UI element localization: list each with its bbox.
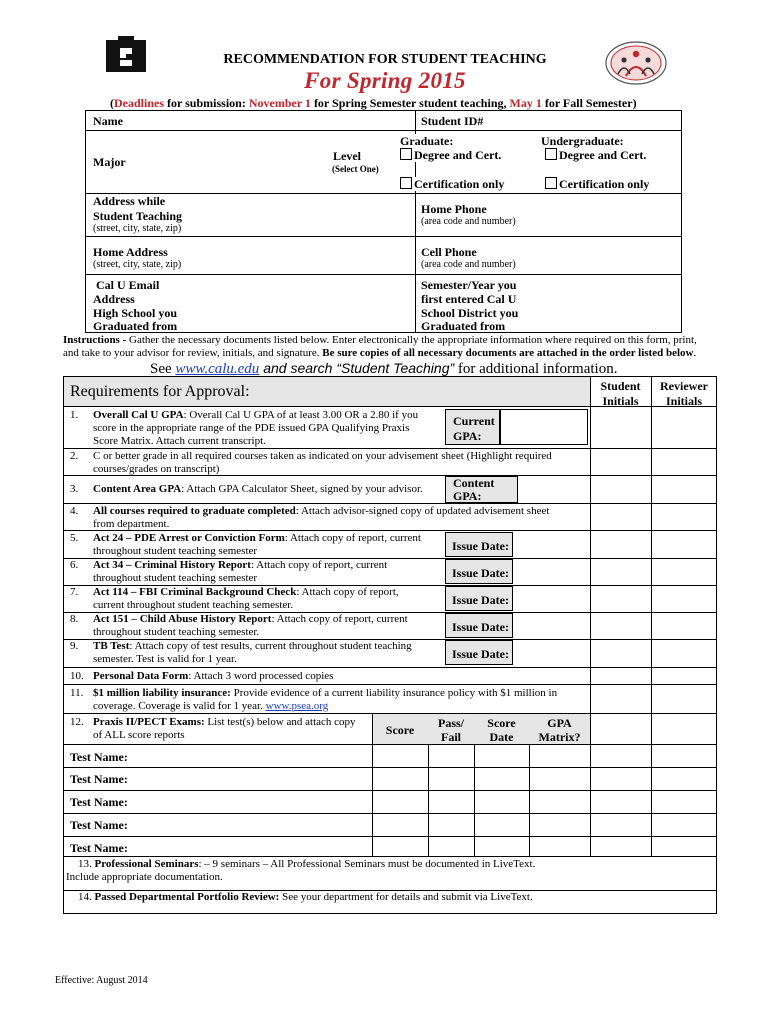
issue-date-9-field[interactable] <box>513 640 588 665</box>
issue-date-8-label: Issue Date: <box>452 620 509 634</box>
calu-website-link[interactable]: www.calu.edu <box>175 361 260 377</box>
address-student-teaching-label-2: Student Teaching <box>93 209 183 223</box>
test-name-field-1[interactable] <box>140 746 370 766</box>
grad-degree-text: Degree and Cert. <box>414 148 502 162</box>
grad-degree-checkbox[interactable] <box>400 148 412 160</box>
deadlines-paren: ( <box>110 96 114 110</box>
req-2-line2: courses/grades on transcript) <box>93 463 220 475</box>
issue-date-5-field[interactable] <box>513 532 588 557</box>
req-1-line2: score in the appropriate range of the PDE issued GPA Qualifying Praxis <box>93 422 410 434</box>
score-header: Score <box>385 723 415 737</box>
grad-cert-checkbox[interactable] <box>400 177 412 189</box>
high-school-label-1: High School you <box>93 306 178 320</box>
req-3-num: 3. <box>70 483 79 495</box>
may-deadline: May 1 <box>509 96 542 110</box>
major-label: Major <box>93 155 126 169</box>
reviewer-initials-column[interactable] <box>652 407 716 855</box>
deadlines-for: for s <box>164 96 190 110</box>
undergrad-degree-option[interactable] <box>545 148 646 162</box>
home-address-label: Home Address <box>93 245 168 259</box>
home-address-note: (street, city, state, zip) <box>93 259 182 270</box>
req-item-8 <box>70 613 450 639</box>
req-10-num: 10. <box>70 670 84 682</box>
deadlines-submission: ubmission: <box>189 96 249 110</box>
req-4-title: All courses required to graduate completed <box>93 505 296 517</box>
req-6-line2: throughout student teaching semester <box>93 572 258 584</box>
req-3-line1: : Attach GPA Calculator Sheet, signed by your advisor. <box>181 483 423 495</box>
current-gpa-label-2: GPA: <box>453 429 482 443</box>
instructions-prefix: Instructions - <box>63 334 130 346</box>
pass-fail-header-1: Pass/ <box>437 716 464 730</box>
undergrad-cert-option[interactable] <box>545 177 649 191</box>
req-14-text: See your department for details and submit via LiveText. <box>279 891 533 903</box>
test-name-row-5: Test Name: <box>70 841 128 855</box>
undergrad-degree-text: Degree and Cert. <box>559 148 647 162</box>
see-text: See <box>150 361 176 377</box>
req-14-num: 14. <box>78 891 92 903</box>
req-item-6 <box>70 559 450 585</box>
req-item-1 <box>70 409 440 448</box>
test-name-row-3: Test Name: <box>70 795 128 809</box>
effective-date: Effective: August 2014 <box>55 975 148 986</box>
req-8-num: 8. <box>70 613 79 625</box>
req-item-13 <box>66 858 666 884</box>
req-1-line1: : Overall Cal U GPA of at least 3.00 OR a 2.80 if you <box>183 409 419 421</box>
req-item-11 <box>70 687 590 713</box>
student-id-label: Student ID# <box>421 114 484 128</box>
req-item-5 <box>70 532 450 558</box>
test-name-field-3[interactable] <box>140 792 370 812</box>
undergrad-degree-checkbox[interactable] <box>545 148 557 160</box>
content-gpa-field[interactable] <box>518 476 588 503</box>
req-3-title: Content Area GPA <box>93 483 182 495</box>
req-5-line1: : Attach copy of report, current <box>284 532 421 544</box>
content-gpa-label-1: Content <box>453 476 495 490</box>
test-name-field-4[interactable] <box>140 815 370 835</box>
req-11-line1: Provide evidence of a current liability insurance policy with $1 million in <box>230 687 558 699</box>
current-gpa-field[interactable] <box>500 409 588 445</box>
issue-date-6-label: Issue Date: <box>452 566 509 580</box>
deadlines-mid: for Spring Semester student teaching, <box>310 96 510 110</box>
deadlines-word: Deadlines <box>114 96 165 110</box>
cell-phone-field[interactable] <box>530 239 678 272</box>
req-6-title: Act 34 – Criminal History Report <box>93 559 251 571</box>
school-district-label-2: Graduated from <box>421 319 506 333</box>
major-field[interactable] <box>140 138 320 188</box>
score-date-header-1: Score <box>487 716 516 730</box>
pass-fail-header-2: Fail <box>441 730 461 744</box>
grad-cert-option[interactable] <box>400 177 504 191</box>
grad-degree-option[interactable] <box>400 148 501 162</box>
current-gpa-label-1: Current <box>453 414 495 428</box>
undergrad-cert-text: Certification only <box>559 177 650 191</box>
req-6-line1: : Attach copy of report, current <box>250 559 388 571</box>
test-name-field-2[interactable] <box>140 769 370 789</box>
req-9-line2: semester. Test is valid for 1 year. <box>93 653 237 665</box>
req-5-title: Act 24 – PDE Arrest or Conviction Form <box>93 532 285 544</box>
psea-link[interactable]: www.psea.org <box>265 700 329 712</box>
instructions-period: . <box>693 347 697 359</box>
test-name-field-5[interactable] <box>140 838 370 856</box>
calu-email-label-1: Cal U Email <box>96 278 160 292</box>
req-1-title: Overall Cal U GPA <box>93 409 184 421</box>
november-deadline: November 1 <box>248 96 311 110</box>
issue-date-7-label: Issue Date: <box>452 593 509 607</box>
req-12-line2: of ALL score reports <box>93 729 185 741</box>
calu-email-label-2: Address <box>93 292 135 306</box>
right-logo <box>604 40 668 86</box>
reviewer-initials-header-1: Reviewer <box>660 379 708 393</box>
semester-label-1: Semester/Year you <box>421 278 517 292</box>
req-2-line1: C or better grade in all required courses taken as indicated on your advisement sheet (Highlight required <box>93 450 552 462</box>
req-7-line2: current throughout student teaching semester. <box>93 599 294 611</box>
instructions-line2 <box>63 347 696 360</box>
issue-date-5-label: Issue Date: <box>452 539 509 553</box>
graduate-label: Graduate: <box>400 134 454 148</box>
instructions-text-1: Gather the necessary documents listed below. Enter electronically the appropriate information where required on this form, print, <box>129 334 697 346</box>
additional-text: for additional information. <box>454 361 618 377</box>
req-13-title: Professional Seminars <box>94 858 199 870</box>
test-name-row-4: Test Name: <box>70 818 128 832</box>
req-9-num: 9. <box>70 640 79 652</box>
semester-field[interactable] <box>520 277 678 303</box>
req-1-num: 1. <box>70 409 79 421</box>
req-6-num: 6. <box>70 559 79 571</box>
req-11-num: 11. <box>70 687 84 699</box>
reviewer-initials-header-2: Initials <box>665 394 702 408</box>
gpa-matrix-header-1: GPA <box>547 716 572 730</box>
semester-label-2: first entered Cal U <box>421 292 517 306</box>
req-item-9 <box>70 640 450 666</box>
cell-phone-label: Cell Phone <box>421 245 477 259</box>
req-13-line2: Include appropriate documentation. <box>66 871 223 883</box>
req-9-title: TB Test <box>93 640 130 652</box>
home-address-field[interactable] <box>190 239 412 272</box>
school-district-field[interactable] <box>520 305 678 331</box>
student-initials-column[interactable] <box>591 407 650 855</box>
deadlines-line <box>110 96 637 111</box>
student-initials-header-1: Student <box>600 379 641 393</box>
req-item-12 <box>70 716 370 742</box>
student-id-field[interactable] <box>500 112 678 129</box>
req-5-num: 5. <box>70 532 79 544</box>
req-item-3 <box>70 483 440 496</box>
undergrad-cert-checkbox[interactable] <box>545 177 557 189</box>
req-7-num: 7. <box>70 586 79 598</box>
name-label: Name <box>93 114 123 128</box>
undergraduate-label: Undergraduate: <box>541 134 624 148</box>
req-9-line1: : Attach copy of test results, current throughout student teaching <box>129 640 412 652</box>
req-item-14 <box>66 891 666 904</box>
score-date-header-2: Date <box>489 730 514 744</box>
issue-date-6-field[interactable] <box>513 559 588 584</box>
level-note: (Select One) <box>332 164 379 174</box>
req-13-num: 13. <box>78 858 92 870</box>
home-phone-field[interactable] <box>530 196 678 234</box>
content-gpa-label-2: GPA: <box>453 489 482 503</box>
req-12-title: Praxis II/PECT Exams: <box>93 716 205 728</box>
req-14-title: Passed Departmental Portfolio Review: <box>94 891 280 903</box>
req-5-line2: throughout student teaching semester <box>93 545 258 557</box>
home-phone-label: Home Phone <box>421 202 487 216</box>
calu-email-field[interactable] <box>180 277 412 303</box>
req-12-line1: List test(s) below and attach copy <box>204 716 356 728</box>
instructions-bold: Be sure copies of all necessary documents are attached in the order listed below <box>322 347 694 359</box>
level-label: Level <box>333 149 361 163</box>
req-item-7 <box>70 586 450 612</box>
req-item-10 <box>70 670 590 683</box>
requirements-heading: Requirements for Approval: <box>70 383 250 400</box>
req-7-line1: : Attach copy of report, <box>296 586 399 598</box>
gpa-matrix-header-2: Matrix? <box>538 730 581 744</box>
test-name-row-1: Test Name: <box>70 750 128 764</box>
student-initials-header-2: Initials <box>602 394 639 408</box>
school-district-label-1: School District you <box>421 306 519 320</box>
req-2-num: 2. <box>70 450 79 462</box>
issue-date-8-field[interactable] <box>513 613 588 638</box>
address-student-teaching-label-1: Address while <box>93 194 166 208</box>
req-item-2 <box>70 450 590 476</box>
req-8-title: Act 151 – Child Abuse History Report <box>93 613 272 625</box>
test-name-row-2: Test Name: <box>70 772 128 786</box>
grad-cert-text: Certification only <box>414 177 505 191</box>
req-11-line2: coverage. Coverage is valid for 1 year. <box>93 700 266 712</box>
instructions-text-2: and take to your advisor for review, initials, and signature. <box>63 347 323 359</box>
high-school-field[interactable] <box>180 305 412 331</box>
high-school-label-2: Graduated from <box>93 319 178 333</box>
req-8-line2: throughout student teaching semester. <box>93 626 260 638</box>
req-11-title: $1 million liability insurance: <box>93 687 231 699</box>
instructions-line1 <box>63 334 697 347</box>
req-4-line1: : Attach advisor-signed copy of updated advisement sheet <box>295 505 550 517</box>
home-phone-note: (area code and number) <box>421 216 516 227</box>
req-item-4 <box>70 505 590 531</box>
req-4-num: 4. <box>70 505 79 517</box>
req-8-line1: : Attach copy of report, current <box>271 613 408 625</box>
issue-date-7-field[interactable] <box>513 586 588 611</box>
form-title: RECOMMENDATION FOR STUDENT TEACHING <box>223 52 547 67</box>
req-13-text: : – 9 seminars – All Professional Seminars must be documented in LiveText. <box>198 858 536 870</box>
req-10-title: Personal Data Form <box>93 670 189 682</box>
deadlines-end: for Fall Semester) <box>541 96 637 110</box>
address-student-teaching-field[interactable] <box>190 196 412 234</box>
address-note: (street, city, state, zip) <box>93 223 182 234</box>
req-1-line3: Score Matrix. Attach current transcript. <box>93 435 266 447</box>
cell-phone-note: (area code and number) <box>421 259 516 270</box>
req-10-line1: : Attach 3 word processed copies <box>188 670 334 682</box>
req-7-title: Act 114 – FBI Criminal Background Check <box>93 586 297 598</box>
issue-date-9-label: Issue Date: <box>452 647 509 661</box>
form-subtitle: For Spring 2015 <box>304 68 466 93</box>
req-4-line2: from department. <box>93 518 170 530</box>
req-12-num: 12. <box>70 716 84 728</box>
search-text: and search “Student Teaching” <box>259 360 455 376</box>
name-field[interactable] <box>160 112 410 129</box>
